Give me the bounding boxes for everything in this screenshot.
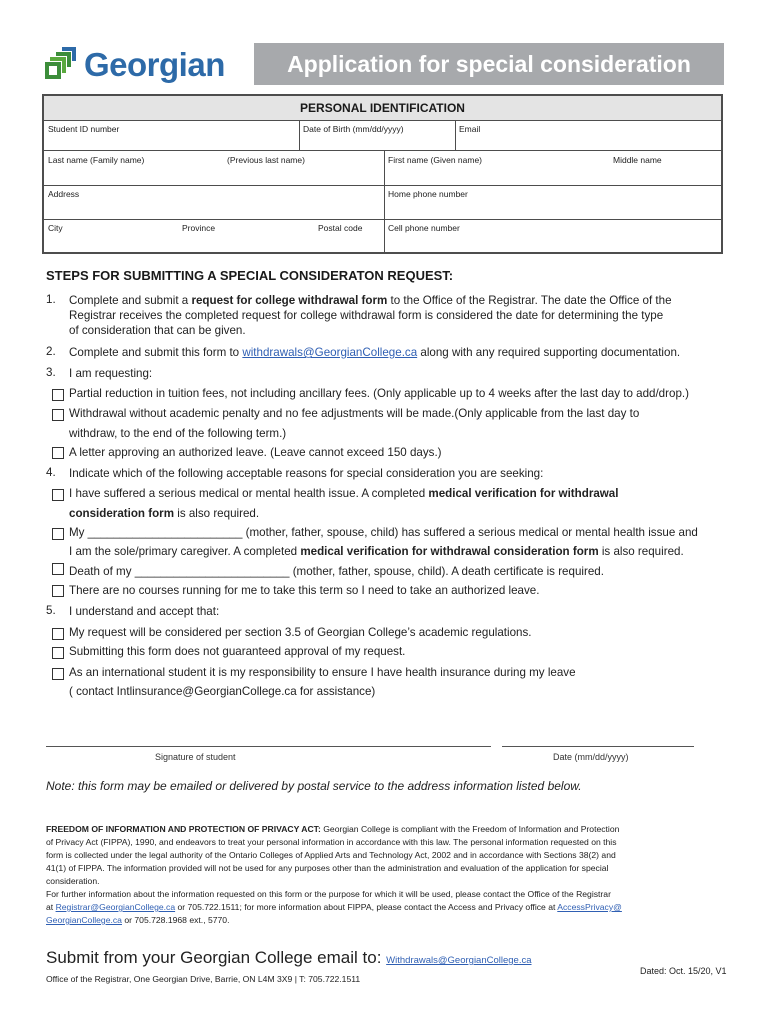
reason-medical-line-1 — [69, 486, 618, 501]
privacy-line-1 — [46, 823, 619, 836]
checkbox-no-courses[interactable] — [52, 585, 64, 597]
privacy-text: Georgian College is compliant with the Freedom of Information and Protection — [320, 824, 620, 834]
checkbox-accept-insurance[interactable] — [52, 668, 64, 680]
row-divider — [44, 185, 721, 186]
date-line[interactable] — [502, 746, 694, 747]
reason-text: is also required. — [598, 545, 684, 558]
privacy-text: at — [46, 902, 56, 912]
step-4-line: Indicate which of the following acceptable reasons for special consideration you are seeking: — [69, 467, 544, 480]
dob-field[interactable]: Date of Birth (mm/dd/yyyy) — [303, 124, 404, 134]
privacy-text: or 705.728.1968 ext., 5770. — [121, 915, 230, 925]
checkbox-accept-regulations[interactable] — [52, 628, 64, 640]
option-authorized-leave: A letter approving an authorized leave. (Leave cannot exceed 150 days.) — [69, 446, 442, 459]
date-label: Date (mm/dd/yyyy) — [553, 752, 629, 762]
step-5-line: I understand and accept that: — [69, 605, 220, 618]
access-privacy-email-link[interactable]: AccessPrivacy@ — [557, 902, 622, 912]
step-number: 4. — [46, 466, 56, 479]
privacy-line-5: consideration. — [46, 876, 100, 886]
step-2-text: Complete and submit this form to — [69, 346, 243, 359]
georgian-logo — [44, 42, 225, 88]
withdrawal-form-name: request for college withdrawal form — [191, 294, 388, 307]
submit-email-link[interactable]: Withdrawals@GeorgianCollege.ca — [386, 955, 532, 966]
personal-identification-heading: PERSONAL IDENTIFICATION — [44, 96, 721, 121]
first-name-field[interactable]: First name (Given name) — [388, 155, 482, 165]
submit-instruction — [46, 948, 532, 968]
middle-name-field[interactable]: Middle name — [613, 155, 662, 165]
cell-phone-field[interactable]: Cell phone number — [388, 223, 460, 233]
step-1-text: Complete and submit a — [69, 294, 192, 307]
city-field[interactable]: City — [48, 223, 63, 233]
checkbox-caregiver[interactable] — [52, 528, 64, 540]
reason-text: I have suffered a serious medical or mental health issue. A completed — [69, 487, 429, 500]
accept-insurance-line-1: As an international student it is my responsibility to ensure I have health insurance during my leave — [69, 666, 576, 679]
withdrawals-email-link[interactable]: withdrawals@GeorgianCollege.ca — [242, 346, 418, 359]
privacy-line-4: 41(1) of FIPPA. The information provided will not be used for any purposes other than the administration and evaluation of the application for special — [46, 863, 609, 873]
step-3-line: I am requesting: — [69, 367, 153, 380]
reason-no-courses: There are no courses running for me to take this term so I need to take an authorized leave. — [69, 584, 540, 597]
checkbox-authorized-leave[interactable] — [52, 447, 64, 459]
col-divider — [455, 120, 456, 150]
version-date: Dated: Oct. 15/20, V1 — [640, 966, 727, 976]
province-field[interactable]: Province — [182, 223, 216, 233]
accept-no-guarantee: Submitting this form does not guaranteed approval of my request. — [69, 645, 406, 658]
step-1-line-2: Registrar receives the completed request for college withdrawal form is considered the date for determining the type — [69, 309, 664, 322]
step-number: 2. — [46, 345, 56, 358]
accept-regulations: My request will be considered per section 3.5 of Georgian College’s academic regulations. — [69, 626, 532, 639]
reason-text: I am the sole/primary caregiver. A completed — [69, 545, 301, 558]
privacy-line-3: form is collected under the legal authority of the Ontario Colleges of Applied Arts and Technology Act, 2002 and in accordance with Sections 38(2) and — [46, 850, 616, 860]
reason-death: Death of my ________________________ (mother, father, spouse, child). A death certificate is required. — [69, 565, 604, 578]
col-divider — [384, 150, 385, 254]
delivery-note: Note: this form may be emailed or delivered by postal service to the address information listed below. — [46, 779, 582, 793]
signature-line[interactable] — [46, 746, 491, 747]
col-divider — [299, 120, 300, 150]
option-partial-reduction: Partial reduction in tuition fees, not including ancillary fees. (Only applicable up to 4 weeks after the last day to add/drop.) — [69, 387, 689, 400]
reason-caregiver-line-2 — [69, 544, 684, 559]
postal-code-field[interactable]: Postal code — [318, 223, 363, 233]
address-field[interactable]: Address — [48, 189, 80, 199]
step-2-text: along with any required supporting documentation. — [417, 346, 681, 359]
access-privacy-email-link-cont[interactable]: GeorgianCollege.ca — [46, 915, 122, 925]
last-name-field[interactable]: Last name (Family name) — [48, 155, 145, 165]
medical-form-name: medical verification for withdrawal consideration form — [300, 545, 599, 558]
previous-last-name-field[interactable]: (Previous last name) — [227, 155, 305, 165]
signature-label: Signature of student — [155, 752, 236, 762]
step-number: 5. — [46, 604, 56, 617]
reason-medical-line-2 — [69, 506, 259, 521]
step-1-text: to the Office of the Registrar. The date the Office of the — [387, 294, 672, 307]
personal-identification-table — [42, 94, 723, 254]
email-field[interactable]: Email — [459, 124, 481, 134]
option-withdrawal-line-2: withdraw, to the end of the following term.) — [69, 427, 287, 440]
logo-text: Georgian — [84, 46, 225, 83]
row-divider — [44, 150, 721, 151]
step-2-line — [69, 345, 680, 360]
submit-text: Submit from your Georgian College email to: — [46, 948, 387, 967]
student-id-field[interactable]: Student ID number — [48, 124, 120, 134]
checkbox-partial-reduction[interactable] — [52, 389, 64, 401]
privacy-line-6: For further information about the information requested on this form or the purpose for which it will be used, please contact the Office of the Registrar — [46, 889, 611, 899]
step-1-line-1 — [69, 293, 672, 308]
checkbox-medical-issue[interactable] — [52, 489, 64, 501]
option-withdrawal-line-1: Withdrawal without academic penalty and no fee adjustments will be made.(Only applicable from the last day to — [69, 407, 640, 420]
registrar-email-link[interactable]: Registrar@GeorgianCollege.ca — [55, 902, 176, 912]
privacy-heading: FREEDOM OF INFORMATION AND PROTECTION OF PRIVACY ACT: — [46, 824, 321, 834]
accept-insurance-line-2: ( contact Intlinsurance@GeorgianCollege.ca for assistance) — [69, 685, 376, 698]
steps-title: STEPS FOR SUBMITTING A SPECIAL CONSIDERATON REQUEST: — [46, 268, 454, 283]
georgian-logo-mark-icon — [44, 45, 78, 85]
checkbox-death[interactable] — [52, 563, 64, 575]
step-number: 1. — [46, 293, 56, 306]
privacy-text: or 705.722.1511; for more information about FIPPA, please contact the Access and Privacy office at — [175, 902, 558, 912]
privacy-line-7 — [46, 901, 622, 914]
reason-text: is also required. — [174, 507, 260, 520]
home-phone-field[interactable]: Home phone number — [388, 189, 468, 199]
step-1-line-3: of consideration that can be given. — [69, 324, 246, 337]
row-divider — [44, 219, 721, 220]
reason-caregiver-line-1: My ________________________ (mother, father, spouse, child) has suffered a serious medical or mental health issue and — [69, 526, 698, 539]
checkbox-accept-no-guarantee[interactable] — [52, 647, 64, 659]
privacy-line-8 — [46, 914, 229, 927]
medical-form-name: medical verification for withdrawal — [428, 487, 619, 500]
checkbox-withdrawal[interactable] — [52, 409, 64, 421]
step-number: 3. — [46, 366, 56, 379]
form-title: Application for special consideration — [254, 43, 724, 85]
medical-form-name: consideration form — [69, 507, 175, 520]
privacy-line-2: of Privacy Act (FIPPA), 1990, and endeavors to treat your personal information in accordance with this law. The personal information requested on this — [46, 837, 617, 847]
office-address: Office of the Registrar, One Georgian Drive, Barrie, ON L4M 3X9 | T: 705.722.1511 — [46, 974, 361, 984]
